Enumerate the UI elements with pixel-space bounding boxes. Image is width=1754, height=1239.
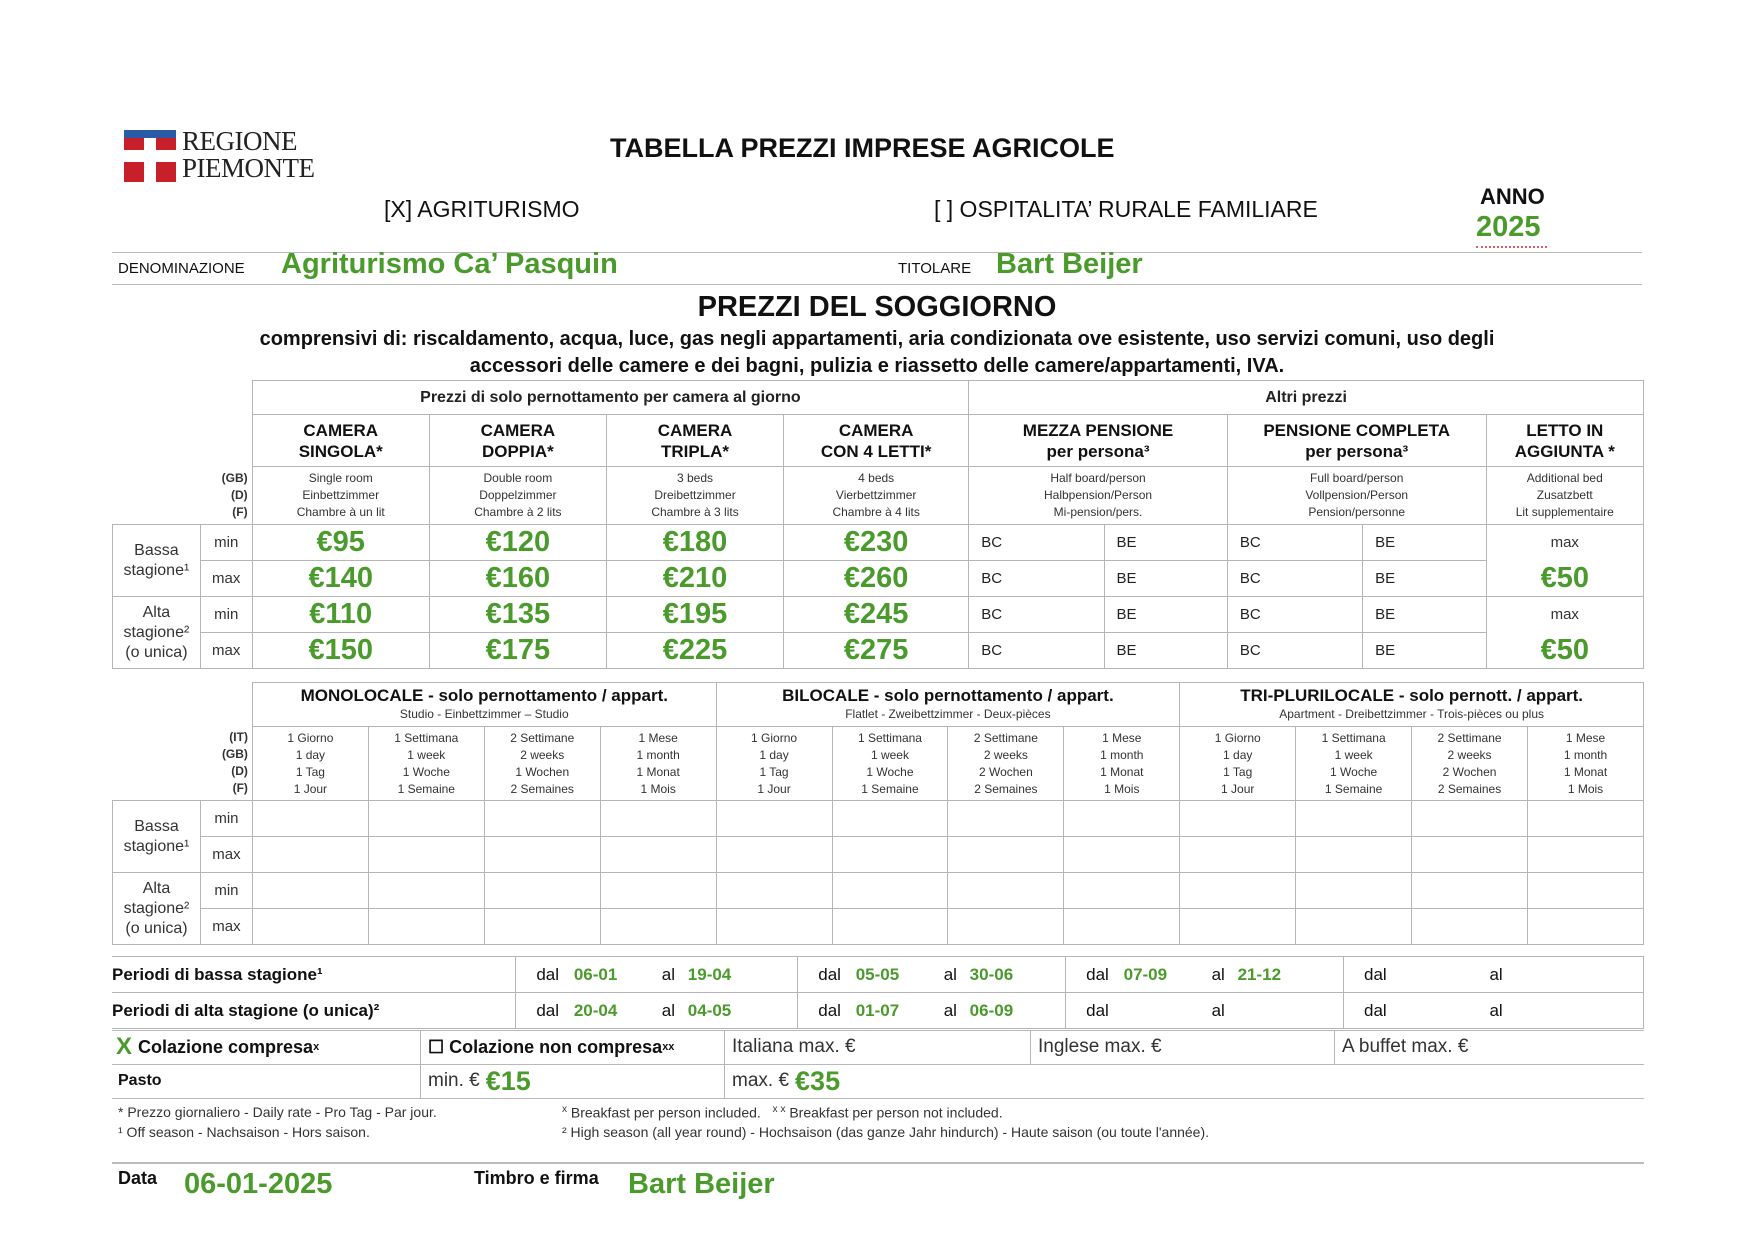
footnote-mark: x	[313, 1041, 320, 1053]
colazione-non-compresa	[428, 1030, 674, 1064]
divider	[112, 1162, 1644, 1164]
be-cell: BE	[1363, 633, 1486, 669]
col-header-4letti: CAMERA CON 4 LETTI*	[784, 415, 969, 467]
flag-icon	[124, 130, 176, 182]
letto-bassa-value: €50	[1486, 561, 1643, 597]
dal-label: dal	[798, 957, 856, 993]
price-cell: €120	[429, 525, 606, 561]
period-from	[1402, 993, 1490, 1029]
row-max: max	[200, 561, 252, 597]
col-sub-tripla: 3 beds Dreibettzimmer Chambre à 3 lits	[606, 467, 783, 525]
period-header: 1 Mese 1 month 1 Monat 1 Mois	[1064, 727, 1180, 801]
period-to: 06-09	[970, 993, 1066, 1029]
colazione-italiana: Italiana max. €	[732, 1036, 856, 1057]
dal-label: dal	[798, 993, 856, 1029]
divider	[112, 284, 1642, 285]
row-label-alta: Alta stagione² (o unica)	[113, 597, 201, 669]
table-row	[113, 633, 1644, 669]
table-row	[113, 525, 1644, 561]
price-cell: €175	[429, 633, 606, 669]
section-subtitle-2: accessori delle camere e dei bagni, pulizia e riassetto delle camere/appartamenti, IVA.	[469, 355, 1285, 377]
period-from	[1124, 993, 1212, 1029]
footnote-mark: xx	[662, 1041, 675, 1053]
be-cell: BE	[1104, 561, 1227, 597]
letto-bassa-label: max	[1486, 525, 1643, 561]
bc-cell: BC	[969, 597, 1104, 633]
group-pernottamento: Prezzi di solo pernottamento per camera al giorno	[252, 381, 969, 415]
row-max: max	[200, 837, 252, 873]
divider	[112, 1064, 1644, 1065]
period-from	[1402, 957, 1490, 993]
col-sub-mezza-pensione: Half board/person Halbpension/Person Mi-pension/pers.	[969, 467, 1228, 525]
anno-label: ANNO	[1480, 184, 1545, 209]
titolare-label: TITOLARE	[898, 260, 972, 277]
bassa-period-label: Periodi di bassa stagione¹	[112, 957, 516, 993]
price-cell: €210	[606, 561, 783, 597]
pasto-max-label: max. €	[732, 1070, 790, 1091]
al-label: al	[662, 993, 688, 1029]
colazione-buffet: A buffet max. €	[1342, 1036, 1469, 1057]
pasto-max-value: €35	[795, 1065, 841, 1096]
row-label-alta: Alta stagione² (o unica)	[113, 873, 201, 945]
dal-label: dal	[516, 993, 574, 1029]
period-to: 19-04	[688, 957, 798, 993]
lang-codes: (IT) (GB) (D) (F)	[200, 727, 252, 801]
col-header-letto-aggiunta: LETTO IN AGGIUNTA *	[1486, 415, 1643, 467]
col-sub-pensione-completa: Full board/person Vollpension/Person Pension/personne	[1227, 467, 1486, 525]
period-header: 1 Mese 1 month 1 Monat 1 Mois	[1528, 727, 1644, 801]
divider	[724, 1030, 725, 1064]
period-header: 1 Giorno 1 day 1 Tag 1 Jour	[716, 727, 832, 801]
al-label: al	[1212, 993, 1238, 1029]
col-header-tripla: CAMERA TRIPLA*	[606, 415, 783, 467]
al-label: al	[1489, 957, 1515, 993]
price-cell: €110	[252, 597, 429, 633]
divider	[1334, 1030, 1335, 1064]
logo-text	[182, 128, 315, 182]
lang-codes: (GB) (D) (F)	[200, 467, 252, 525]
col-sub-singola: Single room Einbettzimmer Chambre à un lit	[252, 467, 429, 525]
period-header: 1 Mese 1 month 1 Monat 1 Mois	[600, 727, 716, 801]
col-header-singola: CAMERA SINGOLA*	[252, 415, 429, 467]
divider	[1030, 1030, 1031, 1064]
price-cell: €225	[606, 633, 783, 669]
section-subtitle-1: comprensivi di: riscaldamento, acqua, luce, gas negli appartamenti, aria condizionata ove esistente, uso servizi comuni, uso degli	[259, 328, 1495, 350]
row-min: min	[200, 873, 252, 909]
period-from: 05-05	[856, 957, 944, 993]
period-header: 1 Settimana 1 week 1 Woche 1 Semaine	[368, 727, 484, 801]
checkmark-icon: X	[116, 1033, 133, 1060]
timbro-value: Bart Beijer	[628, 1168, 775, 1200]
period-from: 20-04	[574, 993, 662, 1029]
type-ospitalita: [ ] OSPITALITA’ RURALE FAMILIARE	[934, 196, 1318, 222]
pasto-min-label: min. €	[428, 1070, 480, 1091]
period-to: 04-05	[688, 993, 798, 1029]
col-header-mezza-pensione: MEZZA PENSIONE per persona³	[969, 415, 1228, 467]
row-max: max	[200, 909, 252, 945]
footnote-text: Breakfast per person included.	[570, 1104, 761, 1121]
denominazione-value: Agriturismo Ca’ Pasquin	[281, 248, 618, 280]
table-row	[113, 801, 1644, 837]
footnote-daily-rate: * Prezzo giornaliero - Daily rate - Pro Tag - Par jour.	[118, 1104, 437, 1120]
group-monolocale: MONOLOCALE - solo pernottamento / appart. Studio - Einbettzimmer – Studio	[252, 683, 716, 727]
period-header: 1 Settimana 1 week 1 Woche 1 Semaine	[832, 727, 948, 801]
bc-cell: BC	[1227, 525, 1362, 561]
al-label: al	[944, 993, 970, 1029]
be-cell: BE	[1363, 597, 1486, 633]
price-cell: €275	[784, 633, 969, 669]
rooms-price-table	[112, 380, 1644, 669]
table-row	[113, 837, 1644, 873]
group-bilocale: BILOCALE - solo pernottamento / appart. Flatlet - Zweibettzimmer - Deux-pièces	[716, 683, 1180, 727]
logo-line1: REGIONE	[182, 126, 297, 156]
price-cell: €230	[784, 525, 969, 561]
timbro-label: Timbro e firma	[474, 1168, 599, 1188]
pasto-max	[732, 1064, 840, 1098]
price-cell: €260	[784, 561, 969, 597]
period-to: 21-12	[1238, 957, 1344, 993]
data-label: Data	[118, 1168, 158, 1188]
footnote-breakfast-included	[562, 1104, 1003, 1121]
divider	[420, 1064, 421, 1098]
logo-line2: PIEMONTE	[182, 153, 315, 183]
anno-value: 2025	[1476, 211, 1547, 248]
al-label: al	[1489, 993, 1515, 1029]
row-min: min	[200, 525, 252, 561]
periods-table	[112, 956, 1644, 1029]
table-row	[113, 561, 1644, 597]
bc-cell: BC	[969, 561, 1104, 597]
dal-label: dal	[1066, 957, 1124, 993]
period-header: 2 Settimane 2 weeks 1 Wochen 2 Semaines	[484, 727, 600, 801]
period-header: 2 Settimane 2 weeks 2 Wochen 2 Semaines	[948, 727, 1064, 801]
colazione-non-compresa-label: ☐ Colazione non compresa	[428, 1036, 663, 1057]
colazione-compresa	[116, 1030, 319, 1064]
be-cell: BE	[1363, 525, 1486, 561]
period-from: 07-09	[1124, 957, 1212, 993]
be-cell: BE	[1104, 597, 1227, 633]
bc-cell: BC	[969, 525, 1104, 561]
group-altri-prezzi: Altri prezzi	[969, 381, 1644, 415]
alta-period-row	[112, 993, 1644, 1029]
period-from: 01-07	[856, 993, 944, 1029]
dal-label: dal	[1344, 957, 1402, 993]
be-cell: BE	[1363, 561, 1486, 597]
period-header: 2 Settimane 2 weeks 2 Wochen 2 Semaines	[1412, 727, 1528, 801]
bc-cell: BC	[1227, 597, 1362, 633]
price-cell: €195	[606, 597, 783, 633]
row-max: max	[200, 633, 252, 669]
col-header-pensione-completa: PENSIONE COMPLETA per persona³	[1227, 415, 1486, 467]
dal-label: dal	[1344, 993, 1402, 1029]
divider	[112, 1098, 1644, 1099]
pasto-min-value: €15	[485, 1065, 531, 1096]
footnote-off-season: ¹ Off season - Nachsaison - Hors saison.	[118, 1124, 370, 1140]
period-from: 06-01	[574, 957, 662, 993]
row-label-bassa: Bassa stagione¹	[113, 525, 201, 597]
row-min: min	[200, 801, 252, 837]
col-sub-letto: Additional bed Zusatzbett Lit supplementaire	[1486, 467, 1643, 525]
period-to	[1238, 993, 1344, 1029]
dal-label: dal	[1066, 993, 1124, 1029]
pasto-label: Pasto	[118, 1072, 162, 1089]
period-header: 1 Giorno 1 day 1 Tag 1 Jour	[1180, 727, 1296, 801]
letto-alta-label: max	[1486, 597, 1643, 633]
denominazione-label: DENOMINAZIONE	[118, 260, 245, 277]
be-cell: BE	[1104, 633, 1227, 669]
price-cell: €160	[429, 561, 606, 597]
period-to	[1515, 957, 1643, 993]
be-cell: BE	[1104, 525, 1227, 561]
type-agriturismo: [X] AGRITURISMO	[384, 196, 580, 222]
footnote-mark: x	[562, 1104, 567, 1115]
col-header-doppia: CAMERA DOPPIA*	[429, 415, 606, 467]
table-row	[113, 909, 1644, 945]
group-tri-plurilocale: TRI-PLURILOCALE - solo pernott. / appart. Apartment - Dreibettzimmer - Trois-pièces ou plus	[1180, 683, 1644, 727]
col-sub-4letti: 4 beds Vierbettzimmer Chambre à 4 lits	[784, 467, 969, 525]
pasto-min	[428, 1064, 531, 1098]
bassa-period-row	[112, 957, 1644, 993]
al-label: al	[944, 957, 970, 993]
data-value: 06-01-2025	[184, 1168, 333, 1200]
table-row	[113, 597, 1644, 633]
price-cell: €140	[252, 561, 429, 597]
footnote-text: Breakfast per person not included.	[789, 1104, 1003, 1121]
alta-period-label: Periodi di alta stagione (o unica)²	[112, 993, 516, 1029]
table-row	[113, 873, 1644, 909]
section-title: PREZZI DEL SOGGIORNO	[697, 291, 1057, 323]
price-cell: €180	[606, 525, 783, 561]
period-header: 1 Settimana 1 week 1 Woche 1 Semaine	[1296, 727, 1412, 801]
bc-cell: BC	[969, 633, 1104, 669]
col-sub-doppia: Double room Doppelzimmer Chambre à 2 lits	[429, 467, 606, 525]
divider	[724, 1064, 725, 1098]
footnote-high-season: ² High season (all year round) - Hochsaison (das ganze Jahr hindurch) - Haute saison (ou toute l'année).	[562, 1124, 1210, 1140]
price-cell: €150	[252, 633, 429, 669]
row-min: min	[200, 597, 252, 633]
period-to	[1515, 993, 1643, 1029]
colazione-inglese: Inglese max. €	[1038, 1036, 1162, 1057]
price-cell: €135	[429, 597, 606, 633]
colazione-compresa-label: Colazione compresa	[138, 1036, 314, 1057]
divider	[420, 1030, 421, 1064]
bc-cell: BC	[1227, 561, 1362, 597]
al-label: al	[1212, 957, 1238, 993]
price-cell: €95	[252, 525, 429, 561]
page-title: TABELLA PREZZI IMPRESE AGRICOLE	[610, 133, 1115, 163]
bc-cell: BC	[1227, 633, 1362, 669]
period-header: 1 Giorno 1 day 1 Tag 1 Jour	[252, 727, 368, 801]
letto-alta-value: €50	[1486, 633, 1643, 669]
price-cell: €245	[784, 597, 969, 633]
apartments-price-table	[112, 682, 1644, 945]
titolare-value: Bart Beijer	[996, 248, 1143, 280]
row-label-bassa: Bassa stagione¹	[113, 801, 201, 873]
dal-label: dal	[516, 957, 574, 993]
period-to: 30-06	[970, 957, 1066, 993]
al-label: al	[662, 957, 688, 993]
footnote-mark: x x	[772, 1104, 786, 1115]
